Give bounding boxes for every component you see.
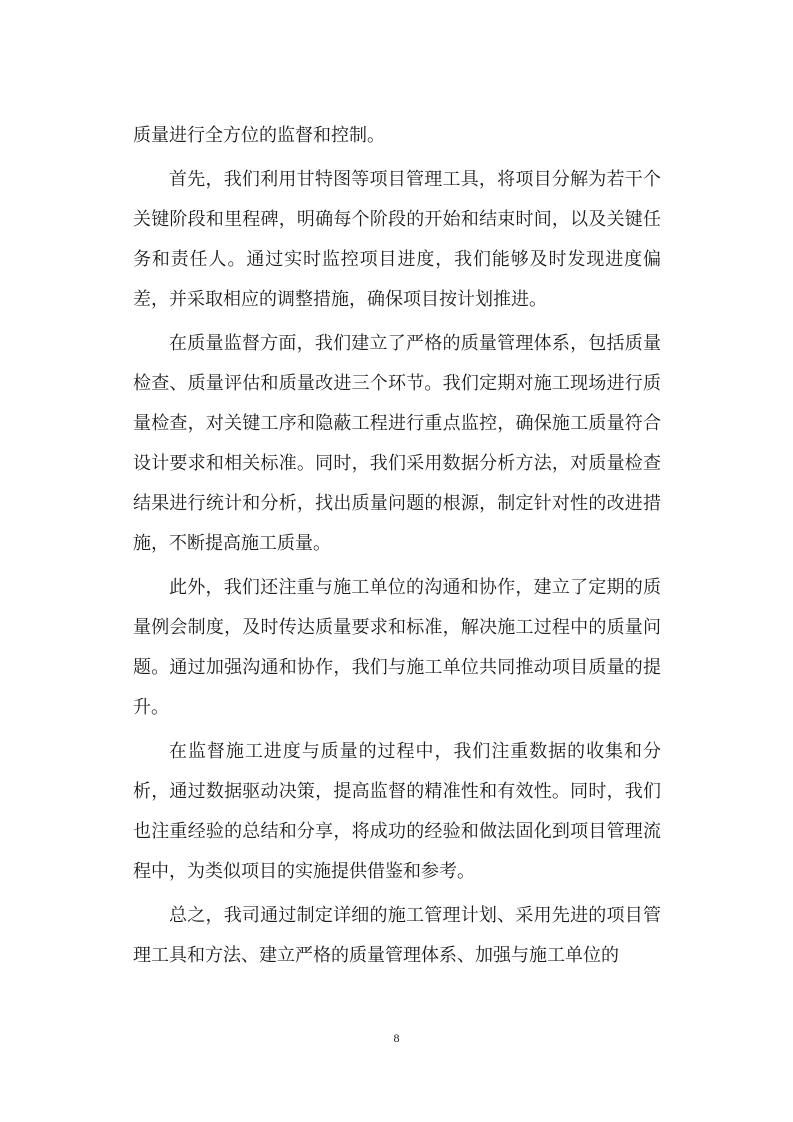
paragraph-continuation: 质量进行全方位的监督和控制。 xyxy=(133,125,385,146)
paragraph-data-analysis: 在监督施工进度与质量的过程中，我们注重数据的收集和分析，通过数据驱动决策，提高监督的精准性和有效性。同时，我们也注重经验的总结和分享，将成功的经验和做法固化到项目管理流程中，为类似项目的实施提供借鉴和参考。 xyxy=(133,741,661,882)
paragraph-schedule-monitoring: 首先，我们利用甘特图等项目管理工具，将项目分解为若干个关键阶段和里程碑，明确每个阶段的开始和结束时间，以及关键任务和责任人。通过实时监控项目进度，我们能够及时发现进度偏差，并采取相应的调整措施，确保项目按计划推进。 xyxy=(133,169,661,310)
page-number: 8 xyxy=(393,1031,400,1045)
document-body xyxy=(133,116,661,980)
paragraph-communication: 此外，我们还注重与施工单位的沟通和协作，建立了定期的质量例会制度，及时传达质量要求和标准，解决施工过程中的质量问题。通过加强沟通和协作，我们与施工单位共同推动项目质量的提升。 xyxy=(133,577,661,718)
paragraph-summary: 总之，我司通过制定详细的施工管理计划、采用先进的项目管理工具和方法、建立严格的质量管理体系、加强与施工单位的 xyxy=(133,905,661,966)
paragraph-quality-supervision: 在质量监督方面，我们建立了严格的质量管理体系，包括质量检查、质量评估和质量改进三个环节。我们定期对施工现场进行质量检查，对关键工序和隐蔽工程进行重点监控，确保施工质量符合设计要求和相关标准。同时，我们采用数据分析方法，对质量检查结果进行统计和分析，找出质量问题的根源，制定针对性的改进措施，不断提高施工质量。 xyxy=(133,333,661,554)
